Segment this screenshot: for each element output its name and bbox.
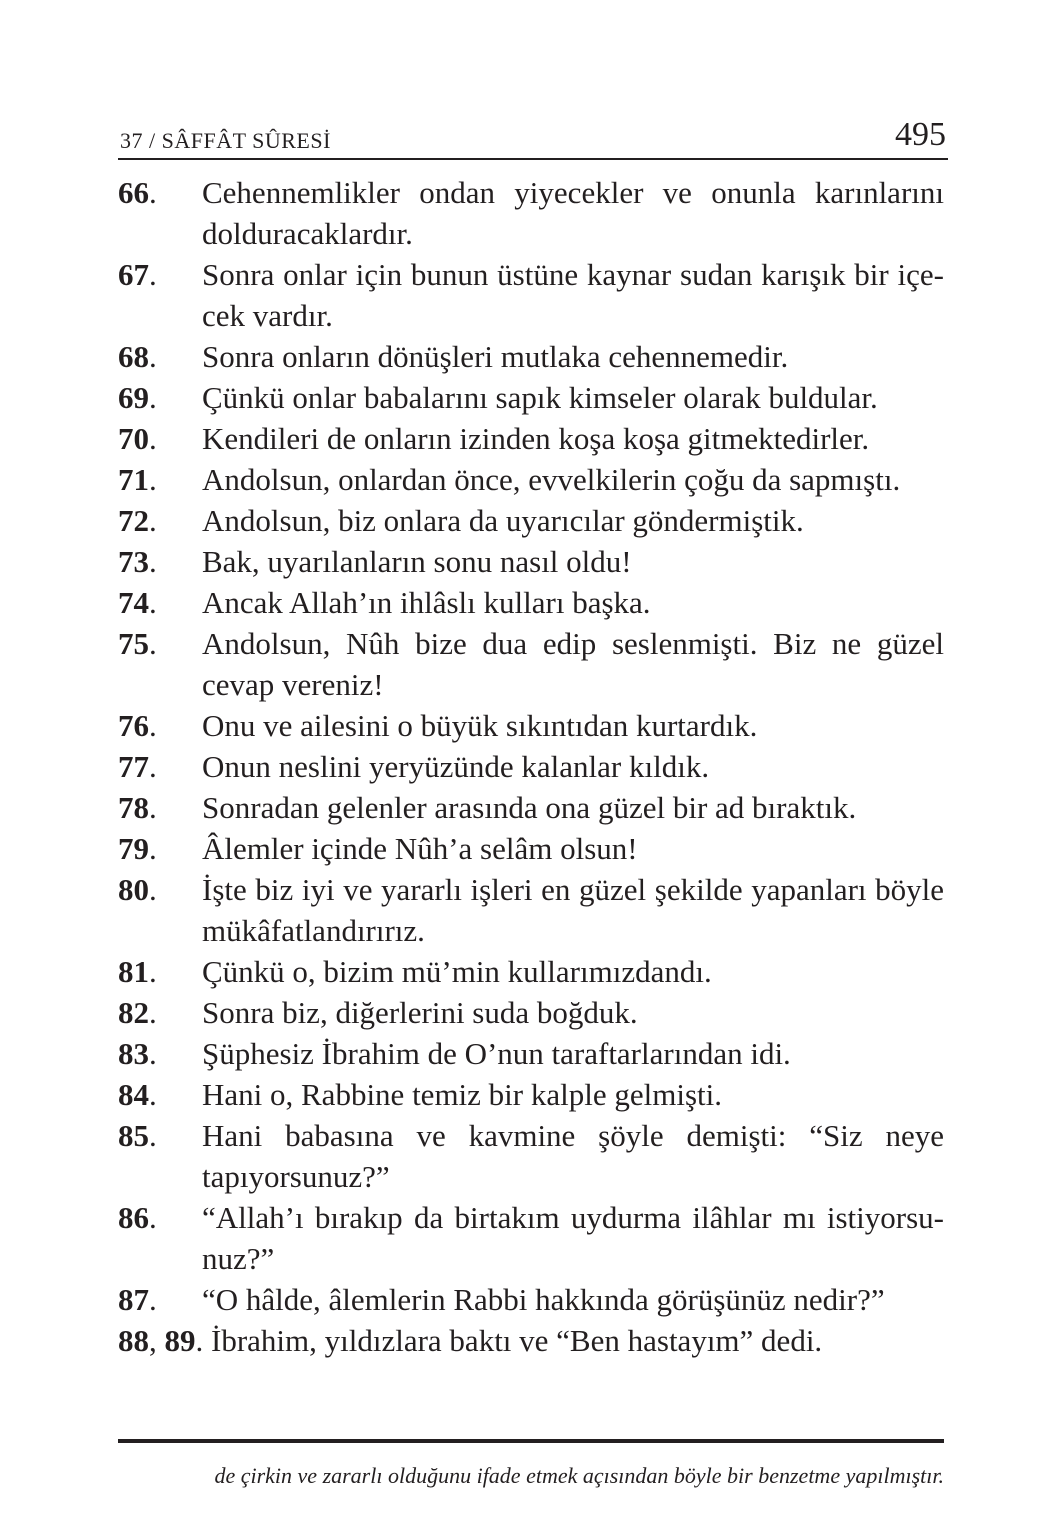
- verse-number: 66.: [118, 175, 157, 210]
- verse-number: 75.: [118, 626, 157, 661]
- verse-number: 82.: [118, 995, 157, 1030]
- verse-number: 69.: [118, 380, 157, 415]
- verse-76: [118, 705, 944, 746]
- page-number: 495: [895, 116, 946, 153]
- verse-text: Hani o, Rabbine temiz bir kalple gelmişti.: [202, 1077, 722, 1112]
- verse-78: [118, 787, 944, 828]
- verse-number: 85.: [118, 1118, 157, 1153]
- verse-text: Sonra onların dönüşleri mutlaka cehennemedir.: [202, 339, 789, 374]
- verse-86: [118, 1197, 944, 1279]
- verse-number: 67.: [118, 257, 157, 292]
- verse-87: [118, 1279, 944, 1320]
- footnote: de çirkin ve zararlı olduğunu ifade etmek açısından böyle bir benzetme yapılmıştır.: [214, 1463, 944, 1488]
- verse-number: 80.: [118, 872, 157, 907]
- verse-number: 87.: [118, 1282, 157, 1317]
- verse-77: [118, 746, 944, 787]
- verse-70: [118, 418, 944, 459]
- verse-67: [118, 254, 944, 336]
- verse-79: [118, 828, 944, 869]
- verse-number: 70.: [118, 421, 157, 456]
- verse-88-89: [118, 1320, 944, 1361]
- verse-number: 84.: [118, 1077, 157, 1112]
- verse-text: Andolsun, Nûh bize dua edip seslenmişti. Biz ne güzel cevap vereniz!: [202, 626, 944, 702]
- verse-number: 88, 89.: [118, 1323, 211, 1358]
- verse-73: [118, 541, 944, 582]
- verse-number: 81.: [118, 954, 157, 989]
- verse-text: Sonra onlar için bunun üstüne kaynar sudan karışık bir içecek vardır.: [202, 257, 944, 333]
- verse-text: Sonradan gelenler arasında ona güzel bir ad bıraktık.: [202, 790, 857, 825]
- verse-80: [118, 869, 944, 951]
- verse-number: 86.: [118, 1200, 157, 1235]
- verse-text: Şüphesiz İbrahim de O’nun taraftarlarından idi.: [202, 1036, 791, 1071]
- verse-81: [118, 951, 944, 992]
- verse-text: Âlemler içinde Nûh’a selâm olsun!: [202, 831, 638, 866]
- verse-66: [118, 172, 944, 254]
- verse-text: Onu ve ailesini o büyük sıkıntıdan kurtardık.: [202, 708, 758, 743]
- verse-number: 72.: [118, 503, 157, 538]
- surah-title: 37 / SÂFFÂT SÛRESİ: [120, 128, 331, 153]
- verse-text: Kendileri de onların izinden koşa koşa gitmektedirler.: [202, 421, 870, 456]
- verse-text: “O hâlde, âlemlerin Rabbi hakkında görüşünüz nedir?”: [202, 1282, 885, 1317]
- verse-text: Sonra biz, diğerlerini suda boğduk.: [202, 995, 638, 1030]
- verse-83: [118, 1033, 944, 1074]
- verse-72: [118, 500, 944, 541]
- verse-number: 76.: [118, 708, 157, 743]
- verse-text: İşte biz iyi ve yararlı işleri en güzel şekilde yapanları böyle mükâfatlandırırız.: [202, 872, 944, 948]
- verse-text: Andolsun, onlardan önce, evvelkilerin çoğu da sapmıştı.: [202, 462, 901, 497]
- verse-number: 74.: [118, 585, 157, 620]
- verse-text: Onun neslini yeryüzünde kalanlar kıldık.: [202, 749, 710, 784]
- page-header: [118, 112, 948, 160]
- verse-number: 68.: [118, 339, 157, 374]
- verse-number: 79.: [118, 831, 157, 866]
- verse-number: 77.: [118, 749, 157, 784]
- verse-number: 73.: [118, 544, 157, 579]
- verse-text: Çünkü o, bizim mü’min kullarımızdandı.: [202, 954, 712, 989]
- verse-number: 78.: [118, 790, 157, 825]
- verse-list: [118, 172, 944, 1361]
- verse-82: [118, 992, 944, 1033]
- verse-69: [118, 377, 944, 418]
- verse-text: Cehennemlikler ondan yiyecekler ve onunla karınlarını dolduracaklardır.: [202, 175, 944, 251]
- verse-text: Çünkü onlar babalarını sapık kimseler olarak buldular.: [202, 380, 878, 415]
- verse-71: [118, 459, 944, 500]
- verse-84: [118, 1074, 944, 1115]
- verse-text: İbrahim, yıldızlara baktı ve “Ben hastayım” dedi.: [211, 1323, 823, 1358]
- verse-text: Hani babasına ve kavmine şöyle demişti: “Siz neye tapıyorsunuz?”: [202, 1118, 944, 1194]
- footnote-divider: [118, 1439, 944, 1443]
- verse-number: 83.: [118, 1036, 157, 1071]
- verse-68: [118, 336, 944, 377]
- verse-text: Ancak Allah’ın ihlâslı kulları başka.: [202, 585, 651, 620]
- verse-74: [118, 582, 944, 623]
- verse-text: Bak, uyarılanların sonu nasıl oldu!: [202, 544, 632, 579]
- verse-text: “Allah’ı bırakıp da birtakım uydurma ilâhlar mı istiyorsunuz?”: [202, 1200, 944, 1276]
- verse-number: 71.: [118, 462, 157, 497]
- verse-85: [118, 1115, 944, 1197]
- verse-text: Andolsun, biz onlara da uyarıcılar göndermiştik.: [202, 503, 804, 538]
- verse-75: [118, 623, 944, 705]
